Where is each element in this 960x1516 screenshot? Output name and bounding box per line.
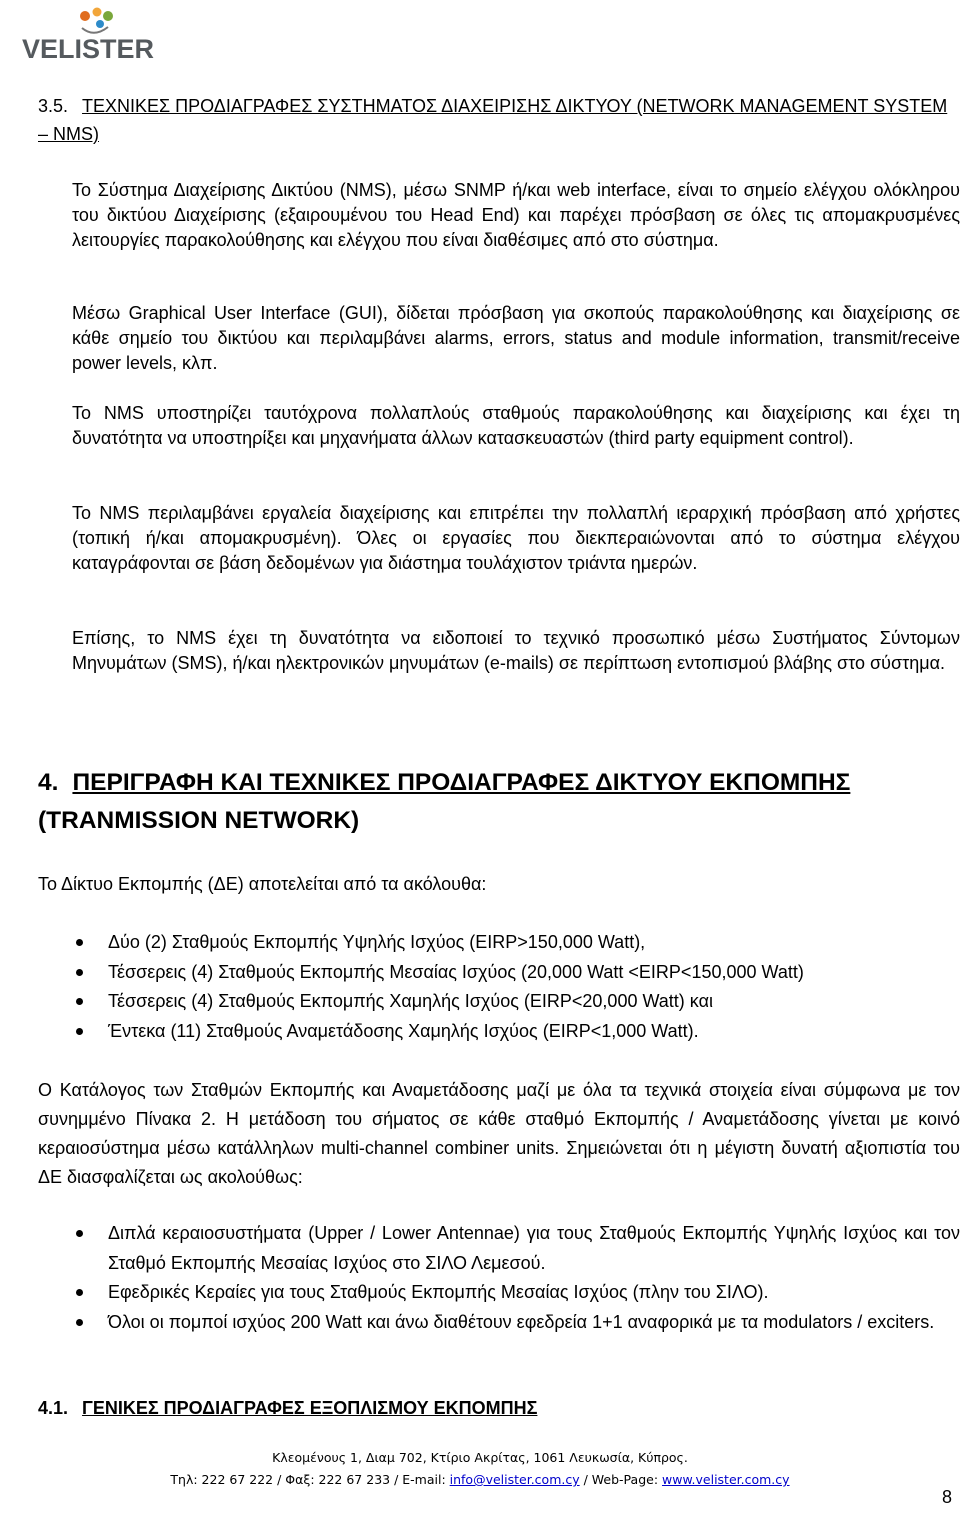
reliability-list: [0, 1219, 960, 1337]
list-item: Διπλά κεραιοσυστήματα (Upper / Lower Antennae) για τους Σταθμούς Εκπομπής Υψηλής Ισχύος και τον Σταθμό Εκπομπής Μεσαίας Ισχύος στο ΣΙΛΟ Λεμεσού.: [0, 1219, 960, 1278]
footer-address: Κλεομένους 1, Διαμ 702, Κτίριο Ακρίτας, 1061 Λευκωσία, Κύπρος.: [272, 1450, 688, 1465]
section-number: 4.1.: [38, 1398, 69, 1418]
section-title: ΤΕΧΝΙΚΕΣ ΠΡΟΔΙΑΓΡΑΦΕΣ ΣΥΣΤΗΜΑΤΟΣ ΔΙΑΧΕΙΡΙΣΗΣ ΔΙΚΤΥΟΥ (NETWORK MANAGEMENT SYSTEM – NMS): [38, 96, 948, 144]
velister-logo: [22, 4, 155, 66]
section-3-5-heading: [38, 92, 958, 148]
paragraph-network-intro: Το Δίκτυο Εκπομπής (ΔΕ) αποτελείται από τα ακόλουθα:: [38, 874, 487, 894]
page-footer: [0, 1447, 960, 1491]
paragraph-tools: Το NMS περιλαμβάνει εργαλεία διαχείρισης και επιτρέπει την πολλαπλή ιεραρχική πρόσβαση από χρήστες (τοπική ή/και απομακρυσμένη). Όλες οι εργασίες που διεκπεραιώνονται από το σύστημα ελέγχου καταγράφονται σε βάση δεδομένων για διάστημα τουλάχιστον τριάντα ημερών.: [72, 503, 960, 573]
logo-wordmark: VELISTER: [22, 34, 155, 64]
paragraph-gui: Μέσω Graphical User Interface (GUI), δίδεται πρόσβαση για σκοπούς παρακολούθησης και διαχείρισης σε κάθε σημείο του δικτύου και περιλαμβάνει alarms, errors, status and module information, transmit/receive power levels, κλπ.: [72, 303, 960, 373]
section-number: 4.: [38, 769, 59, 796]
bullet-icon: [76, 1230, 83, 1237]
paragraph-catalogue: Ο Κατάλογος των Σταθμών Εκπομπής και Αναμετάδοσης μαζί με όλα τα τεχνικά στοιχεία είναι σύμφωνα με τον συνημμένο Πίνακα 2. Η μετάδοση του σήματος σε κάθε σταθμό Εκπομπής / Αναμετάδοσης γίνεται με κοινό κεραιοσύστημα μέσω κατάλληλων multi-channel combiner units. Σημειώνεται ότι η μέγιστη δυνατή αξιοπιστία του ΔΕ διασφαλίζεται ως ακολούθως:: [38, 1080, 960, 1187]
list-item: Τέσσερεις (4) Σταθμούς Εκπομπής Μεσαίας Ισχύος (20,000 Watt <EIRP<150,000 Watt): [0, 958, 960, 988]
section-4-heading: [38, 764, 958, 840]
footer-contact: Τηλ: 222 67 222 / Φαξ: 222 67 233 / E-mail: info@velister.com.cy / Web-Page: www.velister.com.cy: [170, 1472, 790, 1487]
list-item: Τέσσερεις (4) Σταθμούς Εκπομπής Χαμηλής Ισχύος (EIRP<20,000 Watt) και: [0, 987, 960, 1017]
list-item: Δύο (2) Σταθμούς Εκπομπής Υψηλής Ισχύος (EIRP>150,000 Watt),: [0, 928, 960, 958]
paragraph-notifications: Επίσης, το NMS έχει τη δυνατότητα να ειδοποιεί το τεχνικό προσωπικό μέσω Συστήματος Σύντομων Μηνυμάτων (SMS), ή/και ηλεκτρονικών μηνυμάτων (e-mails) σε περίπτωση εντοπισμού βλάβης στο σύστημα.: [72, 628, 960, 673]
section-title: ΓΕΝΙΚΕΣ ΠΡΟΔΙΑΓΡΑΦΕΣ ΕΞΟΠΛΙΣΜΟΥ ΕΚΠΟΜΠΗΣ: [82, 1398, 538, 1418]
bullet-icon: [76, 1289, 83, 1296]
paragraph-multi-stations: Το NMS υποστηρίζει ταυτόχρονα πολλαπλούς σταθμούς παρακολούθησης και διαχείρισης και έχει τη δυνατότητα να υποστηρίξει και μηχανήματα άλλων κατασκευαστών (third party equipment control).: [72, 403, 960, 448]
list-item: Εφεδρικές Κεραίες για τους Σταθμούς Εκπομπής Μεσαίας Ισχύος (πλην του ΣΙΛΟ).: [0, 1278, 960, 1308]
website-link[interactable]: www.velister.com.cy: [662, 1472, 790, 1487]
bullet-icon: [76, 1319, 83, 1326]
section-title-line2: (TRANMISSION NETWORK): [38, 807, 360, 834]
email-link[interactable]: info@velister.com.cy: [449, 1472, 580, 1487]
paragraph-nms-intro: Το Σύστημα Διαχείρισης Δικτύου (NMS), μέσω SNMP ή/και web interface, είναι το σημείο ελέγχου ολόκληρου του δικτύου Διαχείρισης (εξαιρουμένου του Head End) και παρέχει πρόσβαση σε όλες τις απομακρυσμένες λειτουργίες παρακολούθησης και ελέγχου που είναι διαθέσιμες από στο σύστημα.: [72, 180, 960, 250]
list-item: Έντεκα (11) Σταθμούς Αναμετάδοσης Χαμηλής Ισχύος (EIRP<1,000 Watt).: [0, 1017, 960, 1047]
bullet-icon: [76, 998, 83, 1005]
list-item: Όλοι οι πομποί ισχύος 200 Watt και άνω διαθέτουν εφεδρεία 1+1 αναφορικά με τα modulators / exciters.: [0, 1308, 960, 1338]
stations-list: [0, 928, 960, 1046]
section-number: 3.5.: [38, 96, 69, 116]
section-title-line1: ΠΕΡΙΓΡΑΦΗ ΚΑΙ ΤΕΧΝΙΚΕΣ ΠΡΟΔΙΑΓΡΑΦΕΣ ΔΙΚΤΥΟΥ ΕΚΠΟΜΠΗΣ: [72, 769, 851, 796]
bullet-icon: [76, 969, 83, 976]
bullet-icon: [76, 1028, 83, 1035]
bullet-icon: [76, 939, 83, 946]
section-4-1-heading: [38, 1394, 958, 1422]
page-number: 8: [941, 1487, 952, 1507]
